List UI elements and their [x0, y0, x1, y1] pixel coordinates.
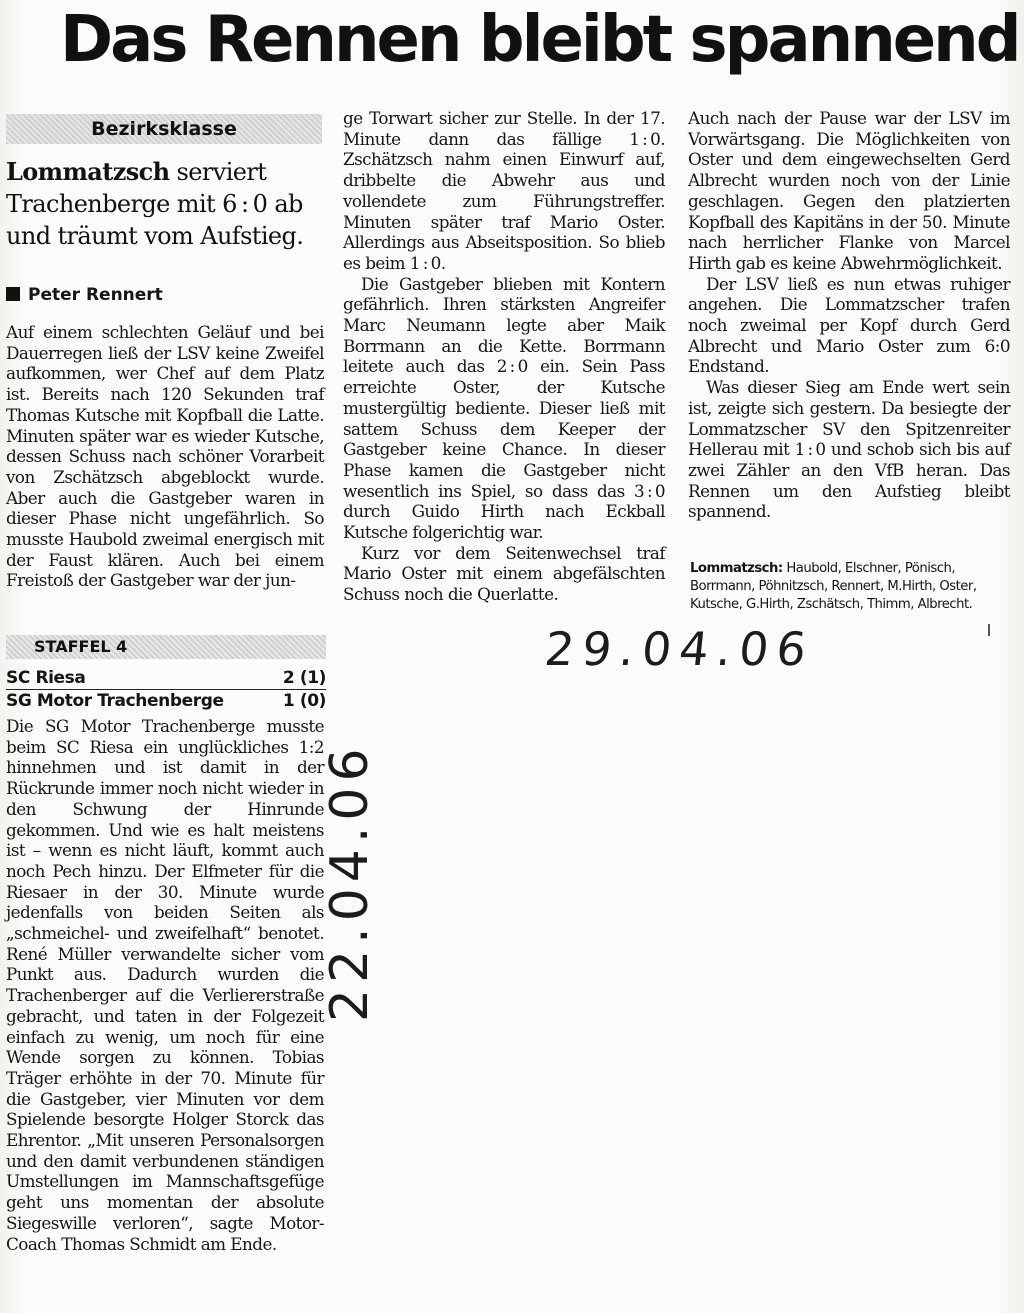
- paragraph: Auch nach der Pause war der LSV im Vorwärtsgang. Die Möglichkeiten von Oster und dem eingewechselten Gerd Albrecht wurden noch von der Linie geschlagen. Gegen den platzierten Kopfball des Kapitäns in der 50. Minute nach herrlicher Flanke von Marcel Hirth gab es keine Abwehrmöglichkeit.: [688, 108, 1010, 273]
- section-kicker-staffel: STAFFEL 4: [6, 635, 326, 659]
- subhead-text: serviert Trachenberge mit 6 : 0 ab und träumt vom Aufstieg.: [6, 158, 304, 250]
- result-row: [6, 667, 326, 690]
- paragraph: ge Torwart sicher zur Stelle. In der 17. Minute dann das fällige 1 : 0. Zschätzsch nahm einen Einwurf auf, dribbelte die Abwehr aus und vollendete zum Führungstreffer. Minuten später traf Mario Oster. Allerdings aus Abseitsposition. So blieb es beim 1 : 0.: [343, 108, 665, 273]
- paragraph: Kurz vor dem Seitenwechsel traf Mario Oster mit einem abgefälschten Schuss noch die Querlatte.: [343, 542, 665, 605]
- paragraph: Die SG Motor Trachenberge musste beim SC Riesa ein unglückliches 1:2 hinnehmen und ist damit in der Rückrunde immer noch nicht wieder in den Schwung der Hinrunde gekommen. Und wie es halt meistens ist – wenn es nicht läuft, kommt auch noch Pech hinzu. Der Elfmeter für die Riesaer in der 30. Minute wurde jedenfalls von beiden Seiten als „schmeichel- und zweifelhaft“ benotet. René Müller verwandelte sicher vom Punkt aus. Dadurch wurden die Trachenberger auf die Verliererstraße gebracht, und taten in der Folgezeit einfach zu wenig, um noch für eine Wende sorgen zu können. Tobias Träger erhöhte in der 70. Minute für die Gastgeber, vier Minuten vor dem Spielende besorgte Holger Storck das Ehrentor. „Mit unseren Personalsorgen und den damit verbundenen ständigen Umstellungen im Mannschaftsgefüge geht uns momentan der absolute Siegeswille verloren“, sagte Motor-Coach Thomas Schmidt am Ende.: [6, 716, 324, 1254]
- article-column-3: [688, 108, 1010, 522]
- pen-mark: [988, 624, 990, 636]
- square-bullet-icon: [6, 287, 20, 301]
- result-row: [6, 690, 326, 712]
- result-team: SC Riesa: [6, 668, 86, 688]
- handwritten-date: 29.04.06: [542, 622, 817, 676]
- result-score: 2 (1): [282, 668, 326, 688]
- lineup-team: Lommatzsch:: [690, 561, 783, 576]
- section-kicker: Bezirksklasse: [6, 114, 322, 144]
- article-column-staffel: [6, 716, 324, 1254]
- team-lineup: [690, 560, 1008, 614]
- paragraph: Was dieser Sieg am Ende wert sein ist, zeigte sich gestern. Da besiegte der Lommatzscher SV den Spitzenreiter Hellerau mit 1 : 0 und schob sich bis auf zwei Zähler an den VfB heran. Das Rennen um den Aufstieg bleibt spannend.: [688, 377, 1010, 522]
- result-team: SG Motor Trachenberge: [6, 691, 224, 711]
- subhead-bold: Lommatzsch: [6, 157, 170, 186]
- author-byline: [6, 282, 326, 308]
- headline: Das Rennen bleibt spannend: [60, 3, 1019, 77]
- handwritten-date-rotated: 22.04.06: [320, 742, 380, 1022]
- paragraph: Der LSV ließ es nun etwas ruhiger angehen. Die Lommatzscher trafen noch zweimal per Kopf durch Gerd Albrecht und Mario Oster zum 6:0 Endstand.: [688, 273, 1010, 377]
- result-score: 1 (0): [282, 691, 326, 711]
- subheadline: [6, 156, 326, 252]
- paragraph: Die Gastgeber blieben mit Kontern gefährlich. Ihren stärksten Angreifer Marc Neumann legte aber Maik Borrmann an die Kette. Borrmann leitete auch das 2 : 0 ein. Sein Pass erreichte Oster, der Kutsche mustergültig bediente. Dieser ließ mit sattem Schuss dem Keeper der Gastgeber keine Chance. In dieser Phase kamen die Gastgeber nicht wesentlich ins Spiel, so dass das 3 : 0 durch Guido Hirth nach Eckball Kutsche folgerichtig war.: [343, 273, 665, 543]
- paragraph: Auf einem schlechten Geläuf und bei Dauerregen ließ der LSV keine Zweifel aufkommen, wer Chef auf dem Platz ist. Bereits nach 120 Sekunden traf Thomas Kutsche mit Kopfball die Latte. Minuten später war es wieder Kutsche, dessen Schuss nach schöner Vorarbeit von Zschätzsch abgeblockt wurde. Aber auch die Gastgeber waren in dieser Phase nicht ungefährlich. So musste Haubold zweimal energisch mit der Faust klären. Auch bei einem Freistoß der Gastgeber war der jun-: [6, 322, 324, 591]
- article-column-2: [343, 108, 665, 605]
- lineup-players: Haubold, Elschner, Pönisch, Borrmann, Pöhnitzsch, Rennert, M.Hirth, Oster, Kutsche, G.Hirth, Zschätsch, Thimm, Albrecht.: [690, 561, 977, 612]
- author-name: Peter Rennert: [28, 285, 163, 305]
- article-column-1: [6, 322, 324, 591]
